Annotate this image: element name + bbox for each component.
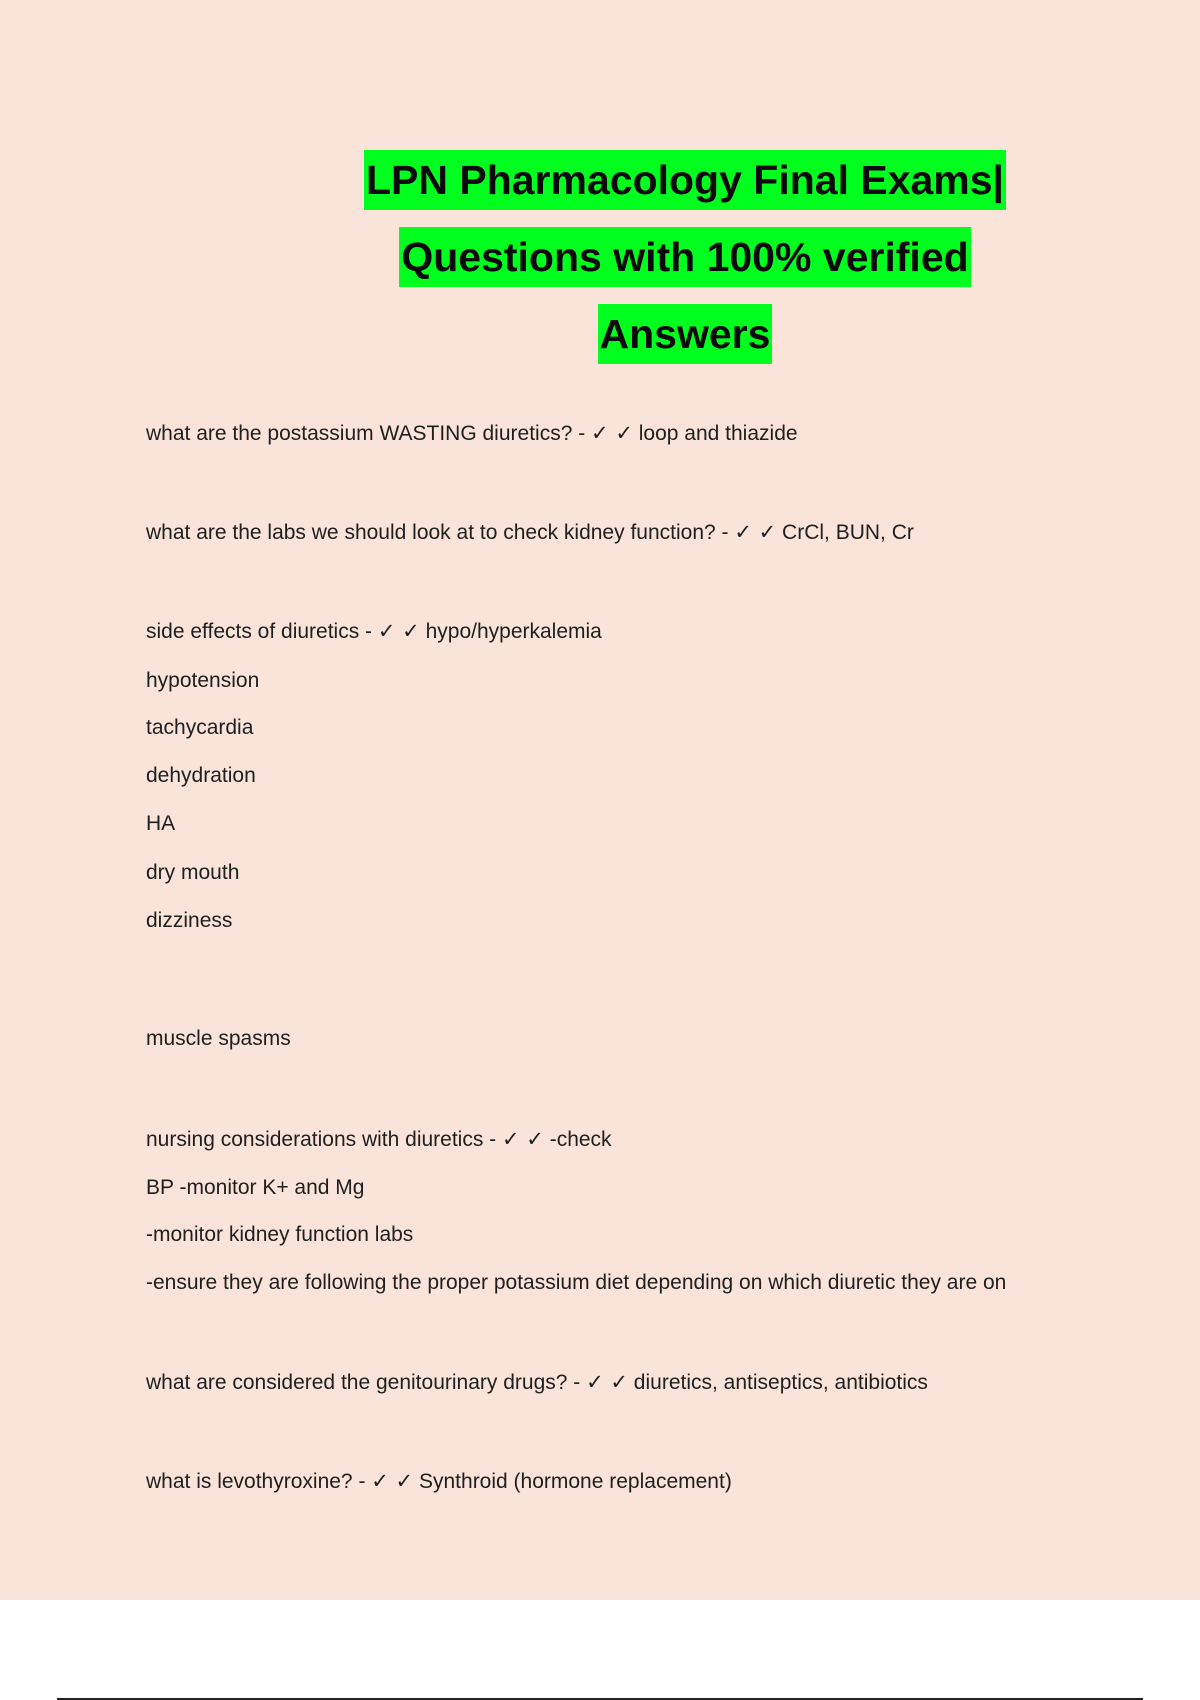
answer-line: muscle spasms <box>146 1027 291 1050</box>
check-icon: ✓ ✓ <box>502 1127 544 1151</box>
question-text: what are the postassium WASTING diuretics? - <box>146 422 592 445</box>
qa-item <box>146 617 602 646</box>
check-icon: ✓ ✓ <box>586 1370 628 1394</box>
qa-item <box>146 419 798 448</box>
title-line-1: LPN Pharmacology Final Exams| <box>364 150 1006 210</box>
check-icon: ✓ ✓ <box>591 421 633 445</box>
answer-line: -monitor kidney function labs <box>146 1223 414 1246</box>
answer-line: BP -monitor K+ and Mg <box>146 1176 365 1199</box>
answer-line: dizziness <box>146 909 233 932</box>
answer-line: HA <box>146 812 176 835</box>
document-title <box>345 150 1025 381</box>
check-icon: ✓ ✓ <box>377 619 420 643</box>
answer-text: -check <box>543 1128 612 1151</box>
qa-item <box>146 518 914 547</box>
qa-item <box>146 1368 928 1397</box>
answer-text: Synthroid (hormone replacement) <box>413 1470 732 1493</box>
question-text: what are considered the genitourinary drugs? - <box>146 1371 587 1394</box>
qa-item <box>146 1125 612 1154</box>
answer-text: hypo/hyperkalemia <box>419 620 602 643</box>
check-icon: ✓ ✓ <box>734 520 777 544</box>
question-text: what is levothyroxine? - <box>146 1470 372 1493</box>
answer-line: tachycardia <box>146 716 254 739</box>
answer-line: dry mouth <box>146 861 240 884</box>
question-text: what are the labs we should look at to check kidney function? - <box>146 521 735 544</box>
check-icon: ✓ ✓ <box>371 1469 414 1493</box>
title-line-2: Questions with 100% verified <box>399 227 970 287</box>
answer-line: -ensure they are following the proper potassium diet depending on which diuretic they are on <box>146 1271 1007 1294</box>
answer-line: dehydration <box>146 764 256 787</box>
question-text: nursing considerations with diuretics - <box>146 1128 502 1151</box>
answer-text: loop and thiazide <box>632 422 798 445</box>
qa-item <box>146 1467 732 1496</box>
question-text: side effects of diuretics - <box>146 620 378 643</box>
answer-text: diuretics, antiseptics, antibiotics <box>627 1371 928 1394</box>
answer-line: hypotension <box>146 669 260 692</box>
answer-text: CrCl, BUN, Cr <box>776 521 914 544</box>
title-line-3: Answers <box>598 304 773 364</box>
